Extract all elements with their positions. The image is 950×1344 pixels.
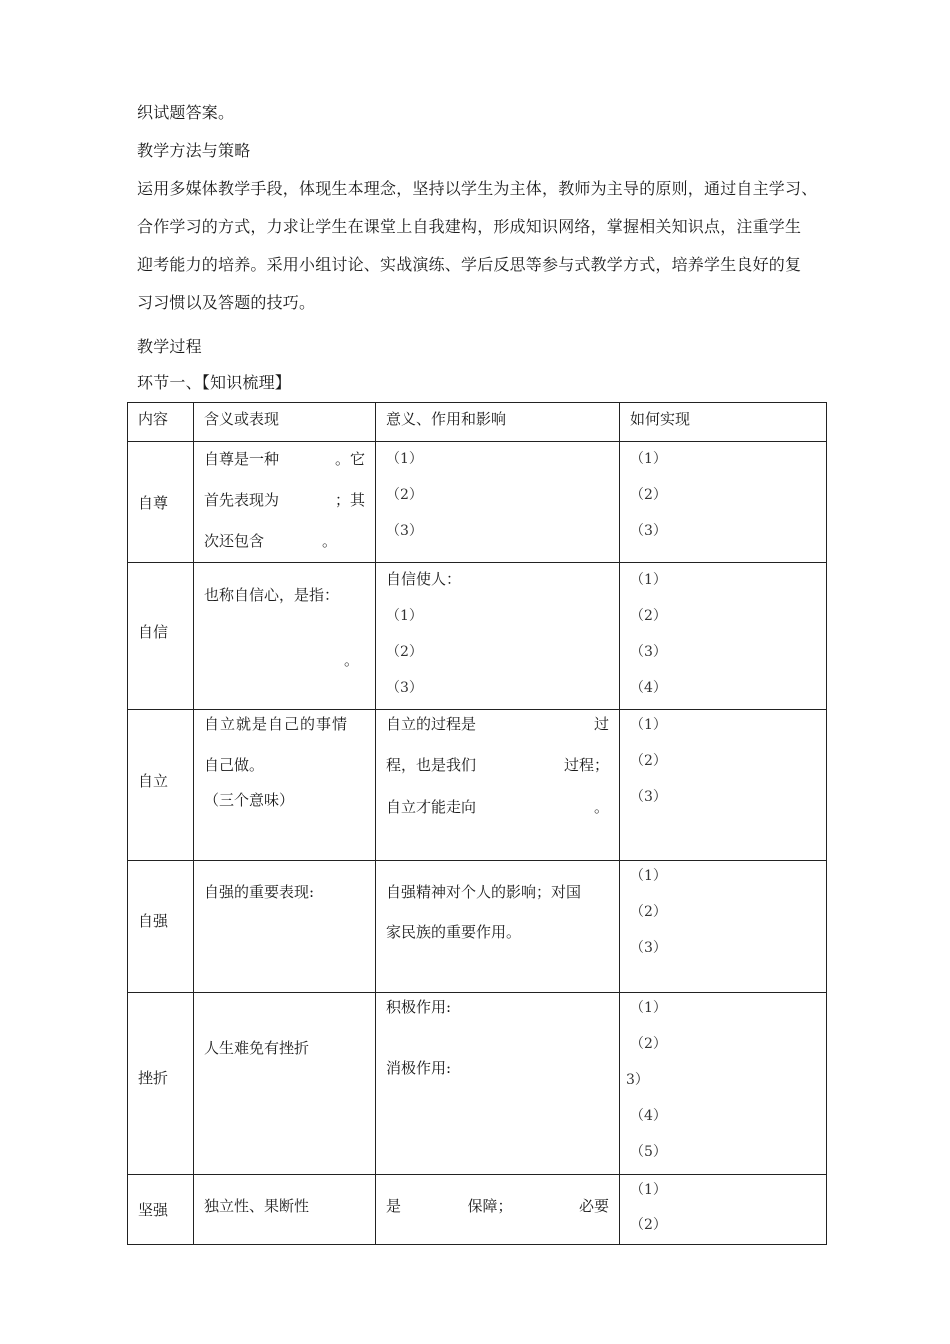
effect-item: （3） <box>386 523 423 539</box>
how-cell <box>620 993 827 1175</box>
effect-text: 自立的过程是 <box>386 715 477 733</box>
knowledge-table <box>127 402 827 1245</box>
meaning-text: 人生难免有挫折 <box>204 1039 310 1057</box>
effect-cell <box>376 993 620 1175</box>
topic-label: 自信 <box>138 623 169 641</box>
meaning-text: 首先表现为 <box>204 491 280 509</box>
effect-cell <box>376 563 620 710</box>
heading-methods: 教学方法与策略 <box>137 141 251 160</box>
meaning-cell <box>194 1175 376 1245</box>
how-item: （2） <box>630 1036 667 1052</box>
methods-paragraph-line: 迎考能力的培养。采用小组讨论、实战演练、学后反思等参与式教学方式，培养学生良好的复 <box>137 255 802 274</box>
effect-text: 。 <box>593 798 609 816</box>
how-item: （2） <box>630 904 667 920</box>
effect-text: 必要 <box>578 1197 609 1215</box>
how-item: （5） <box>630 1144 667 1160</box>
effect-item: （2） <box>386 644 423 660</box>
how-item: （2） <box>630 487 667 503</box>
topic-label: 挫折 <box>138 1069 169 1087</box>
header-cell <box>194 403 376 442</box>
how-item: （3） <box>630 523 667 539</box>
how-item: （3） <box>630 789 667 805</box>
table-row <box>128 442 827 563</box>
topic-label: 自尊 <box>138 494 169 512</box>
how-item: （4） <box>630 1108 667 1124</box>
effect-item: （1） <box>386 608 423 624</box>
meaning-cell <box>194 442 376 563</box>
how-item: （3） <box>630 940 667 956</box>
meaning-cell <box>194 563 376 710</box>
meaning-cell <box>194 993 376 1175</box>
meaning-cell <box>194 861 376 993</box>
effect-item: （3） <box>386 680 423 696</box>
methods-paragraph-line: 合作学习的方式，力求让学生在课堂上自我建构，形成知识网络，掌握相关知识点，注重学生 <box>137 217 802 236</box>
topic-cell <box>128 710 194 861</box>
how-cell <box>620 563 827 710</box>
how-item: （1） <box>630 1182 667 1198</box>
meaning-text: （三个意味） <box>204 791 295 809</box>
effect-text: 自强精神对个人的影响；对国 <box>386 883 582 901</box>
effect-text: 是 <box>386 1197 402 1215</box>
how-item: 3） <box>626 1072 649 1088</box>
effect-item: （2） <box>386 487 423 503</box>
table-row <box>128 563 827 710</box>
effect-text: 自立才能走向 <box>386 798 477 816</box>
how-item: （3） <box>630 644 667 660</box>
how-item: （1） <box>630 717 667 733</box>
meaning-cell <box>194 710 376 861</box>
meaning-text: ；其 <box>334 491 365 509</box>
how-cell <box>620 710 827 861</box>
topic-label: 坚强 <box>138 1201 169 1219</box>
how-cell <box>620 1175 827 1245</box>
meaning-text: 次还包含 <box>204 532 265 550</box>
section-title: 环节一、【知识梳理】 <box>137 373 292 392</box>
meaning-text: 。 <box>344 651 360 669</box>
how-item: （2） <box>630 608 667 624</box>
topic-label: 自强 <box>138 912 169 930</box>
meaning-text: 独立性、果断性 <box>204 1197 310 1215</box>
table-row <box>128 861 827 993</box>
effect-cell <box>376 710 620 861</box>
intro-line: 织试题答案。 <box>137 103 235 122</box>
effect-text: 自信使人： <box>386 570 462 588</box>
effect-cell <box>376 442 620 563</box>
header-cell <box>128 403 194 442</box>
header-label: 意义、作用和影响 <box>386 410 507 428</box>
table-row <box>128 710 827 861</box>
effect-item: （1） <box>386 451 423 467</box>
header-cell <box>376 403 620 442</box>
how-item: （1） <box>630 572 667 588</box>
methods-paragraph-line: 习习惯以及答题的技巧。 <box>137 293 316 312</box>
how-item: （1） <box>630 1000 667 1016</box>
meaning-text: 。 <box>322 532 338 550</box>
effect-text: 积极作用: <box>386 998 452 1016</box>
effect-text: 程，也是我们 <box>386 756 477 774</box>
how-item: （2） <box>630 753 667 769</box>
topic-cell <box>128 1175 194 1245</box>
methods-paragraph-line: 运用多媒体教学手段，体现生本理念，坚持以学生为主体，教师为主导的原则，通过自主学习、 <box>137 179 818 198</box>
topic-label: 自立 <box>138 772 169 790</box>
meaning-text: 自强的重要表现: <box>204 883 315 901</box>
meaning-text: 也称自信心，是指： <box>204 586 340 604</box>
how-cell <box>620 861 827 993</box>
meaning-text: 自尊是一种 <box>204 450 280 468</box>
how-item: （2） <box>630 1217 667 1233</box>
how-item: （1） <box>630 451 667 467</box>
how-cell <box>620 442 827 563</box>
effect-text: 家民族的重要作用。 <box>386 923 522 941</box>
meaning-text: 自己做。 <box>204 756 265 774</box>
header-cell <box>620 403 827 442</box>
table-header-row <box>128 403 827 442</box>
effect-text: 消极作用: <box>386 1059 452 1077</box>
heading-process: 教学过程 <box>137 337 202 356</box>
meaning-text: 。它 <box>334 450 365 468</box>
header-label: 内容 <box>138 410 169 428</box>
header-label: 如何实现 <box>630 410 691 428</box>
meaning-text: 自立就是自己的事情 <box>204 715 349 733</box>
topic-cell <box>128 861 194 993</box>
how-item: （4） <box>630 680 667 696</box>
topic-cell <box>128 442 194 563</box>
topic-cell <box>128 563 194 710</box>
effect-cell <box>376 861 620 993</box>
topic-cell <box>128 993 194 1175</box>
effect-cell <box>376 1175 620 1245</box>
effect-text: 过 <box>593 715 609 733</box>
table-row <box>128 1175 827 1245</box>
header-label: 含义或表现 <box>204 410 280 428</box>
how-item: （1） <box>630 868 667 884</box>
table-row <box>128 993 827 1175</box>
effect-text: 保障； <box>467 1197 513 1215</box>
effect-text: 过程； <box>563 756 609 774</box>
